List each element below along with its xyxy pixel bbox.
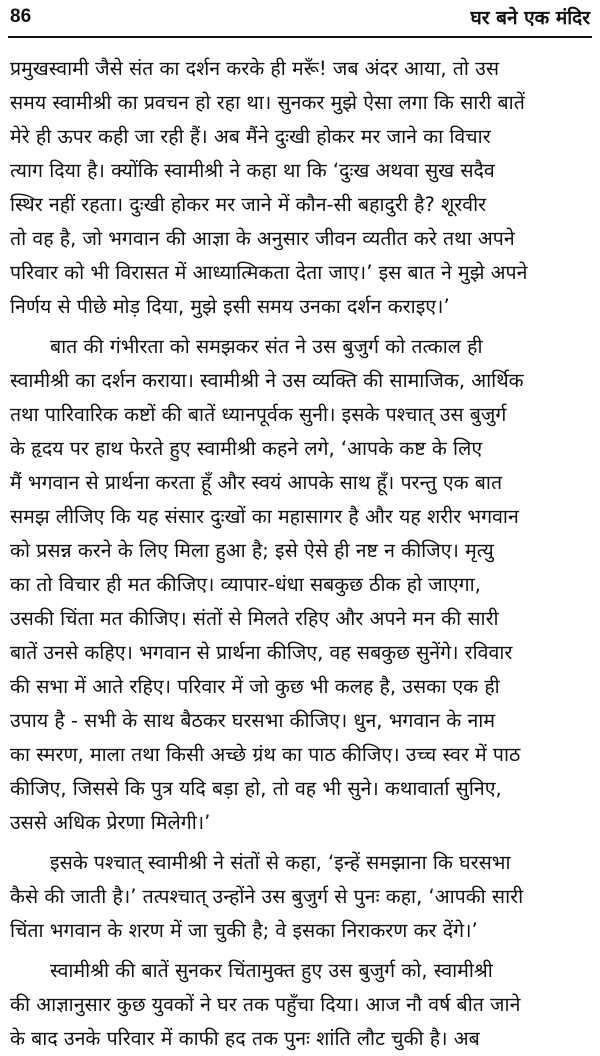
paragraph xyxy=(10,52,594,324)
page-header xyxy=(0,0,600,46)
text-line: कैसे की जाती है।’ तत्पश्चात् उन्होंने उस बुजुर्ग से पुनः कहा, ‘आपकी सारी xyxy=(10,885,524,908)
text-line: समय स्वामीश्री का प्रवचन हो रहा था। सुनकर मुझे ऐसा लगा कि सारी बातें xyxy=(10,91,525,114)
text-line: प्रमुखस्वामी जैसे संत का दर्शन करके ही मरूँ! जब अंदर आया, तो उस xyxy=(10,57,500,80)
text-line: बात की गंभीरता को समझकर संत ने उस बुजुर्ग को तत्काल ही xyxy=(50,335,483,358)
text-line: उसकी चिंता मत कीजिए। संतों से मिलते रहिए और अपने मन की सारी xyxy=(10,607,499,630)
page-number: 86 xyxy=(10,6,32,27)
paragraph xyxy=(10,954,594,1056)
text-line: कीजिए, जिससे कि पुत्र यदि बड़ा हो, तो वह भी सुने। कथावार्ता सुनिए, xyxy=(10,777,502,800)
text-line: उससे अधिक प्रेरणा मिलेगी।’ xyxy=(10,811,211,834)
text-line: का तो विचार ही मत कीजिए। व्यापार-धंधा सबकुछ ठीक हो जाएगा, xyxy=(10,573,481,596)
text-line: समझ लीजिए कि यह संसार दुःखों का महासागर है और यह शरीर भगवान xyxy=(10,505,519,528)
body-text xyxy=(10,52,594,1056)
text-line: स्वामीश्री की बातें सुनकर चिंतामुक्त हुए उस बुजुर्ग को, स्वामीश्री xyxy=(50,959,493,982)
text-line: मैं भगवान से प्रार्थना करता हूँ और स्वयं आपके साथ हूँ। परन्तु एक बात xyxy=(10,471,503,494)
header-divider xyxy=(8,36,592,38)
running-title: घर बने एक मंदिर xyxy=(470,7,590,29)
text-line: निर्णय से पीछे मोड़ दिया, मुझे इसी समय उनका दर्शन कराइए।’ xyxy=(10,295,450,318)
text-line: त्याग दिया है। क्योंकि स्वामीश्री ने कहा था कि ‘दुःख अथवा सुख सदैव xyxy=(10,159,495,182)
text-line: का स्मरण, माला तथा किसी अच्छे ग्रंथ का पाठ कीजिए। उच्च स्वर में पाठ xyxy=(10,743,521,766)
text-line: मेरे ही ऊपर कही जा रही हैं। अब मैंने दुःखी होकर मर जाने का विचार xyxy=(10,125,491,148)
text-line: इसके पश्चात् स्वामीश्री ने संतों से कहा, ‘इन्हें समझाना कि घरसभा xyxy=(50,851,511,874)
text-line: तथा पारिवारिक कष्टों की बातें ध्यानपूर्वक सुनी। इसके पश्चात् उस बुजुर्ग xyxy=(10,403,507,426)
text-line: की सभा में आते रहिए। परिवार में जो कुछ भी कलह है, उसका एक ही xyxy=(10,675,500,698)
text-line: उपाय है - सभी के साथ बैठकर घरसभा कीजिए। धुन, भगवान के नाम xyxy=(10,709,496,732)
text-line: स्थिर नहीं रहता। दुःखी होकर मर जाने में कौन-सी बहादुरी है? शूरवीर xyxy=(10,193,487,216)
text-line: परिवार को भी विरासत में आध्यात्मिकता देता जाए।’ इस बात ने मुझे अपने xyxy=(10,261,528,284)
text-line: की आज्ञानुसार कुछ युवकों ने घर तक पहुँचा दिया। आज नौ वर्ष बीत जाने xyxy=(10,993,521,1016)
text-line: के हृदय पर हाथ फेरते हुए स्वामीश्री कहने लगे, ‘आपके कष्ट के लिए xyxy=(10,437,483,460)
text-line: बातें उनसे कहिए। भगवान से प्रार्थना कीजिए, वह सबकुछ सुनेंगे। रविवार xyxy=(10,641,513,664)
text-line: को प्रसन्न करने के लिए मिला हुआ है; इसे ऐसे ही नष्ट न कीजिए। मृत्यु xyxy=(10,539,494,562)
paragraph xyxy=(10,330,594,840)
text-line: चिंता भगवान के शरण में जा चुकी है; वे इसका निराकरण कर देंगे।’ xyxy=(10,919,478,942)
text-line: तो वह है, जो भगवान की आज्ञा के अनुसार जीवन व्यतीत करे तथा अपने xyxy=(10,227,515,250)
text-line: के बाद उनके परिवार में काफी हद तक पुनः शांति लौट चुकी है। अब xyxy=(10,1027,480,1050)
text-line: स्वामीश्री का दर्शन कराया। स्वामीश्री ने उस व्यक्ति की सामाजिक, आर्थिक xyxy=(10,369,524,392)
paragraph xyxy=(10,846,594,948)
